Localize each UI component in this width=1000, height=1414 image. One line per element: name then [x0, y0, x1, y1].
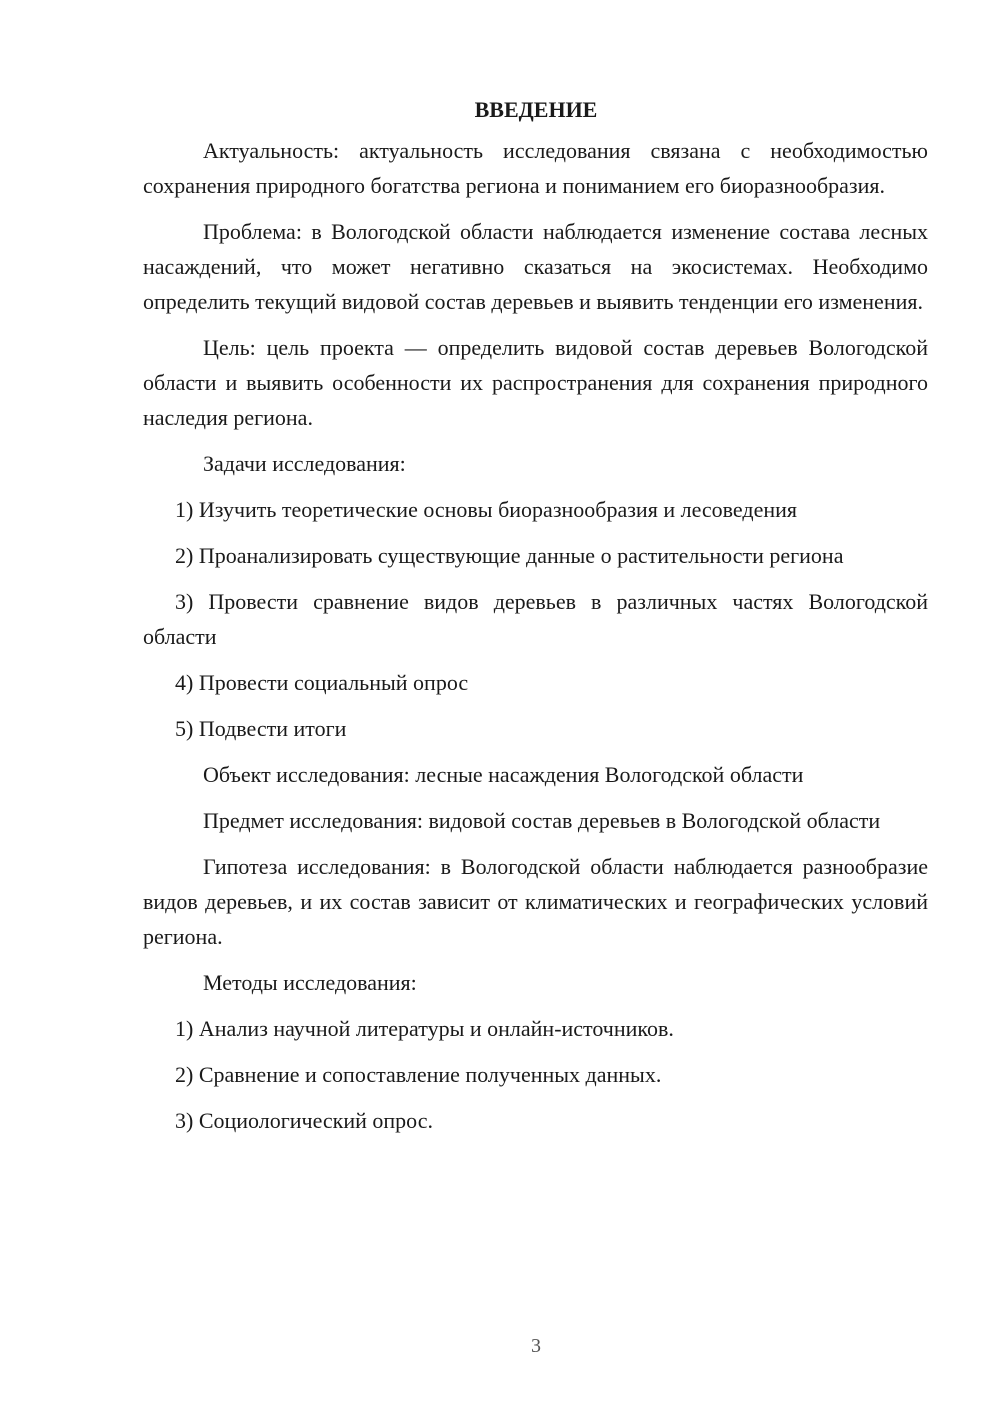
section-title: ВВЕДЕНИЕ: [474, 97, 598, 122]
goal-paragraph: Цель: цель проекта — определить видовой состав деревьев Вологодской области и выявить особенности их распространения для сохранения природного наследия региона.: [143, 335, 928, 430]
problem-paragraph: Проблема: в Вологодской области наблюдается изменение состава лесных насаждений, что может негативно сказаться на экосистемах. Необходимо определить текущий видовой состав деревьев и выявить тенденции его изменения.: [143, 219, 928, 314]
task-item: 3) Провести сравнение видов деревьев в различных частях Вологодской области: [143, 589, 928, 649]
method-item: 3) Социологический опрос.: [175, 1108, 433, 1133]
task-item: 2) Проанализировать существующие данные о растительности региона: [175, 543, 844, 568]
object-paragraph: Объект исследования: лесные насаждения Вологодской области: [203, 762, 804, 787]
method-item: 2) Сравнение и сопоставление полученных данных.: [175, 1062, 662, 1087]
tasks-heading: Задачи исследования:: [203, 451, 406, 476]
task-item: 5) Подвести итоги: [175, 716, 347, 741]
relevance-paragraph: Актуальность: актуальность исследования связана с необходимостью сохранения природного богатства региона и пониманием его биоразнообразия.: [143, 138, 928, 198]
methods-heading: Методы исследования:: [203, 970, 417, 995]
hypothesis-paragraph: Гипотеза исследования: в Вологодской области наблюдается разнообразие видов деревьев, и их состав зависит от климатических и географических условий региона.: [143, 854, 928, 949]
page-body: [143, 96, 928, 1149]
task-item: 4) Провести социальный опрос: [175, 670, 469, 695]
page-number: 3: [531, 1335, 541, 1357]
method-item: 1) Анализ научной литературы и онлайн-источников.: [175, 1016, 674, 1041]
task-item: 1) Изучить теоретические основы биоразнообразия и лесоведения: [175, 497, 798, 522]
subject-paragraph: Предмет исследования: видовой состав деревьев в Вологодской области: [203, 808, 881, 833]
